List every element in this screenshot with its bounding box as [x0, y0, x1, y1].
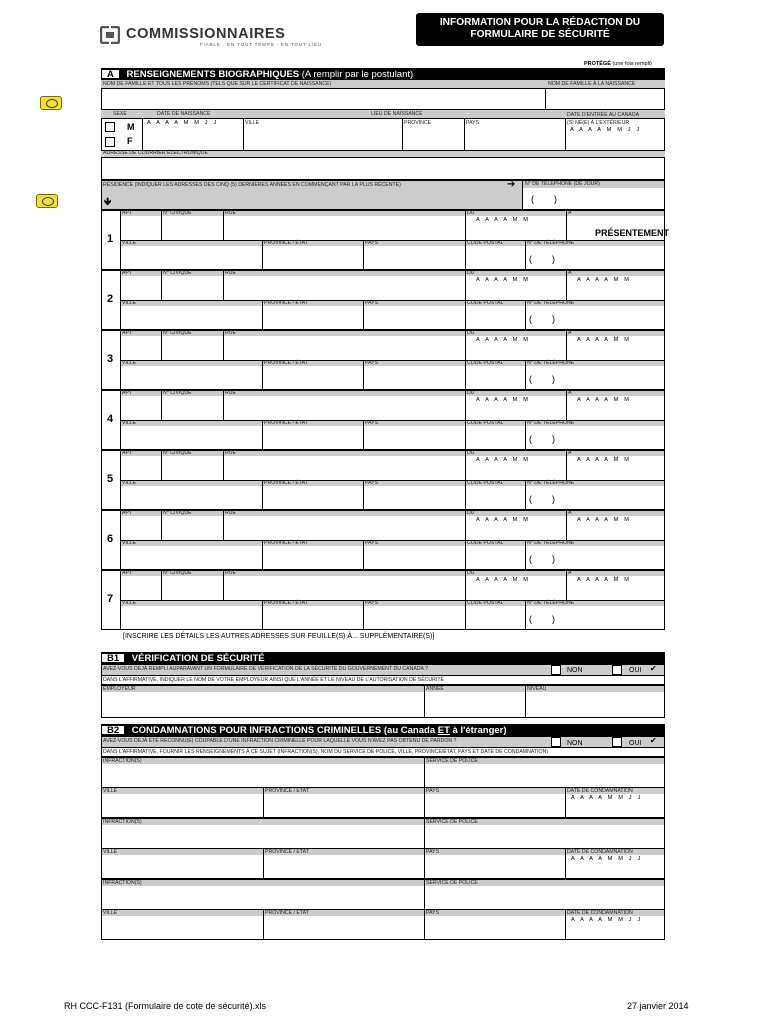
comment-note-icon[interactable] [36, 194, 58, 208]
section-b2-tag: B2 [101, 725, 125, 735]
ville-field[interactable] [120, 540, 263, 570]
ville-field[interactable] [120, 480, 263, 510]
conviction-province-label: PROVINCE / ÉTAT [265, 788, 309, 794]
du-label: DU [467, 210, 475, 216]
tel-jour-label: N° DE TÉLÉPHONE (DE JOUR) [525, 181, 600, 187]
tel-jour-parens: ( ) [531, 194, 557, 204]
pays-field[interactable] [363, 600, 466, 630]
address-number: 3 [107, 353, 114, 365]
address-block [101, 330, 665, 390]
conviction-pays-label: PAYS [426, 849, 440, 855]
pays-field[interactable] [363, 300, 466, 330]
rue-field[interactable] [223, 450, 466, 481]
logo-tagline: FIABLE · EN TOUT TEMPS · EN TOUT LIEU [200, 42, 322, 47]
du-label: DU [467, 270, 475, 276]
nom-field[interactable] [101, 88, 546, 110]
sexe-m-label: M [127, 122, 135, 132]
lieu-pays-field[interactable] [464, 118, 566, 151]
lieu-ville-field[interactable] [243, 118, 403, 151]
pays-label: PAYS [365, 540, 379, 546]
address-number: 2 [107, 293, 114, 305]
rue-label: RUE [225, 450, 236, 456]
province-etat-label: PROVINCE / ÉTAT [264, 420, 308, 426]
civique-label: N° CIVIQUE [163, 210, 192, 216]
conviction-ville-field[interactable] [101, 848, 264, 879]
address-block [101, 270, 665, 330]
telephone-parens: ( ) [529, 554, 555, 564]
lieu-province-label: PROVINCE [404, 120, 432, 126]
b1-employeur-label: EMPLOYEUR [103, 686, 136, 692]
telephone-label: N° DE TÉLÉPHONE [527, 420, 575, 426]
ville-field[interactable] [120, 420, 263, 450]
date-du-field[interactable] [465, 210, 567, 241]
date-du-format: A A A A M M [476, 217, 531, 223]
section-a-header [101, 68, 665, 80]
nom-naissance-field[interactable] [545, 88, 665, 110]
date-du-field[interactable] [465, 390, 567, 421]
date-a-field[interactable] [566, 270, 665, 301]
apt-label: APT [122, 450, 133, 456]
nom-label: NOM DE FAMILLE ET TOUS LES PRÉNOMS (TELS QUE SUR LE CERTIFICAT DE NAISSANCE) [103, 81, 332, 87]
code-postal-label: CODE POSTAL [467, 300, 504, 306]
comment-note-icon[interactable] [40, 96, 62, 110]
pays-label: PAYS [365, 420, 379, 426]
ville-label: VILLE [122, 360, 137, 366]
section-a-subtitle: (A remplir par le postulant) [301, 69, 414, 80]
a-label: À [568, 330, 572, 336]
b1-niveau-label: NIVEAU [527, 686, 547, 692]
civique-label: N° CIVIQUE [163, 330, 192, 336]
conviction-ville-label: VILLE [103, 849, 118, 855]
date-a-field[interactable] [566, 510, 665, 541]
code-postal-label: CODE POSTAL [467, 360, 504, 366]
pays-label: PAYS [365, 480, 379, 486]
apt-label: APT [122, 510, 133, 516]
ville-field[interactable] [120, 600, 263, 630]
date-a-format: A A A A M M [577, 577, 632, 583]
telephone-parens: ( ) [529, 314, 555, 324]
b1-non-checkbox[interactable] [551, 665, 561, 675]
telephone-parens: ( ) [529, 494, 555, 504]
date-a-field[interactable] [566, 450, 665, 481]
more-addresses-note: [INSCRIRE LES DÉTAILS LES AUTRES ADRESSES SUR FEUILLE(S) À... SUPPLÉMENTAIRE(S)] [123, 633, 435, 640]
apt-label: APT [122, 330, 133, 336]
b2-question: AVEZ-VOUS DÉJÀ ÉTÉ RECONNU(E) COUPABLE D'UNE INFRACTION CRIMINELLE POUR LAQUELLE VOUS N'AVEZ PAS OBTENU DE PARDON ? [103, 738, 457, 744]
apt-label: APT [122, 390, 133, 396]
address-number: 4 [107, 413, 114, 425]
date-a-format: A A A A M M [577, 397, 632, 403]
lieu-pays-label: PAYS [466, 120, 480, 126]
date-du-format: A A A A M M [476, 397, 531, 403]
address-block [101, 570, 665, 630]
du-label: DU [467, 450, 475, 456]
pays-field[interactable] [363, 240, 466, 270]
conviction-block [101, 818, 665, 879]
civique-label: N° CIVIQUE [163, 510, 192, 516]
b2-check-icon: ✔ [650, 736, 657, 745]
section-b2-title: CONDAMNATIONS POUR INFRACTIONS CRIMINELLES (au Canada [131, 725, 436, 736]
apt-label: APT [122, 570, 133, 576]
telephone-label: N° DE TÉLÉPHONE [527, 540, 575, 546]
address-number: 5 [107, 473, 114, 485]
b1-check-icon: ✔ [650, 664, 657, 673]
date-du-field[interactable] [465, 270, 567, 301]
service-police-label: SERVICE DE POLICE [426, 819, 478, 825]
code-postal-label: CODE POSTAL [467, 240, 504, 246]
section-a-tag: A [101, 69, 120, 79]
date-a-field[interactable] [566, 330, 665, 361]
infractions-label: INFRACTION(S) [103, 880, 142, 886]
date-entree-label2: (SI NÉ(E) À L'EXTÉRIEUR [567, 120, 630, 126]
date-a-format: A A A A M M [577, 337, 632, 343]
rue-label: RUE [225, 510, 236, 516]
address-list [101, 210, 670, 630]
date-condamnation-label: DATE DE CONDAMNATION [567, 910, 633, 916]
infractions-label: INFRACTION(S) [103, 758, 142, 764]
ville-field[interactable] [120, 240, 263, 270]
date-du-format: A A A A M M [476, 277, 531, 283]
telephone-label: N° DE TÉLÉPHONE [527, 360, 575, 366]
section-b1 [101, 652, 665, 718]
b2-non-label: NON [567, 740, 583, 747]
b1-employeur-field[interactable] [101, 685, 425, 718]
date-a-field[interactable] [566, 390, 665, 421]
conviction-list [101, 757, 665, 942]
date-du-field[interactable] [465, 510, 567, 541]
infractions-field[interactable] [101, 879, 425, 910]
address-block [101, 450, 665, 510]
conviction-province-label: PROVINCE / ÉTAT [265, 910, 309, 916]
b1-question: AVEZ-VOUS DÉJÀ REMPLI AUPARAVANT UN FORMULAIRE DE VÉRIFICATION DE LA SÉCURITÉ DU GOUVERNEMENT DU CANADA ? [103, 666, 429, 672]
a-label: À [568, 270, 572, 276]
section-a [101, 68, 670, 640]
date-du-field[interactable] [465, 570, 567, 601]
pays-label: PAYS [365, 300, 379, 306]
du-label: DU [467, 570, 475, 576]
date-du-field[interactable] [465, 330, 567, 361]
civique-label: N° CIVIQUE [163, 570, 192, 576]
infractions-label: INFRACTION(S) [103, 819, 142, 825]
conviction-block [101, 757, 665, 818]
code-postal-label: CODE POSTAL [467, 600, 504, 606]
a-label: À [568, 210, 572, 216]
sexe-m-checkbox[interactable] [105, 122, 115, 132]
presentement-label: PRÉSENTEMENT [595, 228, 670, 238]
civique-label: N° CIVIQUE [163, 390, 192, 396]
conviction-pays-field[interactable] [424, 787, 566, 818]
date-condamnation-format: A A A A M M J J [571, 856, 643, 862]
date-du-field[interactable] [465, 450, 567, 481]
sexe-label: SEXE [113, 111, 127, 117]
du-label: DU [467, 390, 475, 396]
arrow-down-icon: 🡻 [104, 197, 112, 208]
conviction-ville-label: VILLE [103, 910, 118, 916]
date-entree-label: DATE D'ENTRÉE AU CANADA [567, 112, 640, 118]
conviction-ville-label: VILLE [103, 788, 118, 794]
code-postal-label: CODE POSTAL [467, 480, 504, 486]
a-label: À [568, 570, 572, 576]
conviction-pays-label: PAYS [426, 910, 440, 916]
date-a-format: A A A A M M [577, 457, 632, 463]
date-naissance-format: A A A A M M J J [147, 120, 219, 126]
du-label: DU [467, 510, 475, 516]
conviction-block [101, 879, 665, 940]
protege-label [584, 61, 652, 67]
date-du-format: A A A A M M [476, 577, 531, 583]
b1-oui-checkbox[interactable] [612, 665, 622, 675]
footer-date: 27 janvier 2014 [627, 1001, 689, 1011]
b1-instruction: DANS L'AFFIRMATIVE, INDIQUER LE NOM DE VOTRE EMPLOYEUR AINSI QUE L'ANNÉE ET LE NIVEAU DE L'AUTORISATION DE SÉCURITÉ [103, 677, 444, 683]
rue-label: RUE [225, 570, 236, 576]
province-etat-label: PROVINCE / ÉTAT [264, 540, 308, 546]
address-block [101, 210, 670, 270]
rue-field[interactable] [223, 330, 466, 361]
section-b2-header [101, 724, 665, 736]
telephone-label: N° DE TÉLÉPHONE [527, 600, 575, 606]
sexe-f-checkbox[interactable] [105, 137, 115, 147]
section-b2 [101, 724, 665, 942]
protege-note: (une fois rempli) [612, 61, 652, 67]
date-a-format: A A A A M M [577, 517, 632, 523]
rue-field[interactable] [223, 390, 466, 421]
conviction-pays-field[interactable] [424, 848, 566, 879]
conviction-ville-field[interactable] [101, 909, 264, 940]
province-etat-label: PROVINCE / ÉTAT [264, 480, 308, 486]
date-du-format: A A A A M M [476, 337, 531, 343]
a-label: À [568, 450, 572, 456]
rue-field[interactable] [223, 570, 466, 601]
ville-label: VILLE [122, 540, 137, 546]
code-postal-label: CODE POSTAL [467, 420, 504, 426]
ville-label: VILLE [122, 420, 137, 426]
province-etat-label: PROVINCE / ÉTAT [264, 360, 308, 366]
section-a-title: RENSEIGNEMENTS BIOGRAPHIQUES [126, 69, 300, 80]
code-postal-label: CODE POSTAL [467, 540, 504, 546]
b2-oui-checkbox[interactable] [612, 737, 622, 747]
a-label: À [568, 510, 572, 516]
logo-name: COMMISSIONNAIRES [126, 26, 286, 42]
form-title-line2: FORMULAIRE DE SÉCURITÉ [470, 28, 610, 40]
date-condamnation-format: A A A A M M J J [571, 795, 643, 801]
telephone-parens: ( ) [529, 254, 555, 264]
date-condamnation-label: DATE DE CONDAMNATION [567, 849, 633, 855]
protege-text: PROTÉGÉ [584, 61, 611, 67]
pays-field[interactable] [363, 420, 466, 450]
b2-oui-label: OUI [629, 740, 642, 747]
rue-label: RUE [225, 390, 236, 396]
pays-label: PAYS [365, 600, 379, 606]
section-b1-tag: B1 [101, 653, 125, 663]
apt-label: APT [122, 270, 133, 276]
date-du-format: A A A A M M [476, 457, 531, 463]
ville-field[interactable] [120, 360, 263, 390]
date-condamnation-label: DATE DE CONDAMNATION [567, 788, 633, 794]
date-du-format: A A A A M M [476, 517, 531, 523]
conviction-province-label: PROVINCE / ÉTAT [265, 849, 309, 855]
ville-label: VILLE [122, 480, 137, 486]
service-police-label: SERVICE DE POLICE [426, 758, 478, 764]
address-number: 1 [107, 233, 114, 245]
conviction-pays-label: PAYS [426, 788, 440, 794]
address-number: 7 [107, 593, 114, 605]
sexe-f-label: F [127, 136, 133, 146]
ville-label: VILLE [122, 300, 137, 306]
ville-label: VILLE [122, 240, 137, 246]
rue-label: RUE [225, 330, 236, 336]
date-condamnation-format: A A A A M M J J [571, 917, 643, 923]
footer-form-id: RH CCC-F131 (Formulaire de cote de sécurité).xls [64, 1001, 267, 1011]
province-etat-label: PROVINCE / ÉTAT [264, 600, 308, 606]
nom-naissance-label: NOM DE FAMILLE À LA NAISSANCE [548, 81, 636, 87]
service-police-label: SERVICE DE POLICE [426, 880, 478, 886]
b1-non-label: NON [567, 667, 583, 674]
du-label: DU [467, 330, 475, 336]
form-title-line1: INFORMATION POUR LA RÉDACTION DU [439, 17, 641, 28]
date-a-format: A A A A M M [577, 277, 632, 283]
civique-label: N° CIVIQUE [163, 450, 192, 456]
b1-oui-label: OUI [629, 667, 642, 674]
ville-label: VILLE [122, 600, 137, 606]
rue-label: RUE [225, 210, 236, 216]
logo [100, 24, 340, 48]
lieu-ville-label: VILLE [245, 120, 260, 126]
b2-non-checkbox[interactable] [551, 737, 561, 747]
infractions-field[interactable] [101, 818, 425, 849]
section-b2-title-end: à l'étranger) [452, 725, 507, 736]
pays-field[interactable] [363, 480, 466, 510]
telephone-label: N° DE TÉLÉPHONE [527, 240, 575, 246]
telephone-label: N° DE TÉLÉPHONE [527, 480, 575, 486]
courriel-label: ADRESSE DE COURRIER ÉLECTRONIQUE [103, 150, 208, 156]
civique-label: N° CIVIQUE [163, 270, 192, 276]
b1-annee-label: ANNÉE [426, 686, 444, 692]
province-etat-label: PROVINCE / ÉTAT [264, 300, 308, 306]
address-block [101, 510, 665, 570]
date-entree-format: A A A A M M J J [570, 127, 642, 133]
date-a-field[interactable] [566, 570, 665, 601]
a-label: À [568, 390, 572, 396]
province-etat-label: PROVINCE / ÉTAT [264, 240, 308, 246]
rue-field[interactable] [223, 210, 466, 241]
courriel-field[interactable] [101, 157, 665, 180]
telephone-parens: ( ) [529, 374, 555, 384]
rue-field[interactable] [223, 270, 466, 301]
conviction-ville-field[interactable] [101, 787, 264, 818]
telephone-label: N° DE TÉLÉPHONE [527, 300, 575, 306]
section-b1-header [101, 652, 665, 664]
rue-label: RUE [225, 270, 236, 276]
section-b1-title: VÉRIFICATION DE SÉCURITÉ [131, 653, 265, 664]
address-block [101, 390, 665, 450]
logo-mark-icon [100, 26, 120, 44]
form-title-box [416, 13, 664, 46]
pays-field[interactable] [363, 360, 466, 390]
pays-label: PAYS [365, 240, 379, 246]
rue-field[interactable] [223, 510, 466, 541]
arrow-right-icon: ➔ [507, 179, 516, 190]
pays-field[interactable] [363, 540, 466, 570]
lieu-naissance-label: LIEU DE NAISSANCE [371, 111, 423, 117]
pays-label: PAYS [365, 360, 379, 366]
conviction-pays-field[interactable] [424, 909, 566, 940]
date-naissance-label: DATE DE NAISSANCE [157, 111, 211, 117]
section-b2-title-et: ET [437, 725, 450, 736]
residence-label: RÉSIDENCE (INDIQUER LES ADRESSES DES CINQ (5) DERNIÈRES ANNÉES EN COMMENÇANT PAR LA PLUS RÉCENTE) [103, 182, 401, 188]
infractions-field[interactable] [101, 757, 425, 788]
b2-instruction: DANS L'AFFIRMATIVE, FOURNIR LES RENSEIGNEMENTS À CE SUJET (INFRACTION(S), NOM DU SERVICE DE POLICE, VILLE, PROVINCE/ÉTAT, PAYS ET DATE DE CONDAMNATION) [103, 749, 549, 755]
address-number: 6 [107, 533, 114, 545]
apt-label: APT [122, 210, 133, 216]
telephone-parens: ( ) [529, 614, 555, 624]
ville-field[interactable] [120, 300, 263, 330]
telephone-parens: ( ) [529, 434, 555, 444]
